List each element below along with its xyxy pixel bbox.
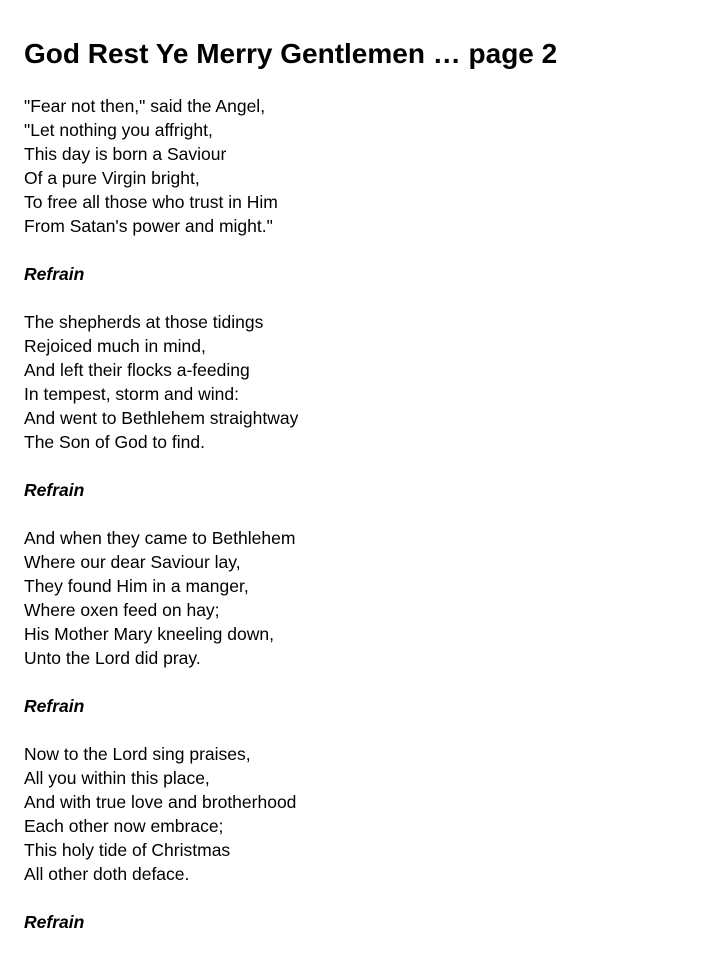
stanza-line: Unto the Lord did pray. <box>24 648 201 668</box>
stanza-line: Each other now embrace; <box>24 816 224 836</box>
refrain-label-4: Refrain <box>24 912 85 932</box>
stanza-line: And went to Bethlehem straightway <box>24 408 299 428</box>
stanza-line: Of a pure Virgin bright, <box>24 168 200 188</box>
stanza-line: His Mother Mary kneeling down, <box>24 624 274 644</box>
stanza-line: This holy tide of Christmas <box>24 840 231 860</box>
stanza-line: "Let nothing you affright, <box>24 120 213 140</box>
lyrics-page <box>24 36 704 958</box>
stanza-line: And left their flocks a-feeding <box>24 360 250 380</box>
stanza-line: "Fear not then," said the Angel, <box>24 96 266 116</box>
stanza-line: All you within this place, <box>24 768 210 788</box>
stanza-line: Where our dear Saviour lay, <box>24 552 241 572</box>
stanza-line: Where oxen feed on hay; <box>24 600 220 620</box>
stanza-line: From Satan's power and might." <box>24 216 273 236</box>
stanza-line: Rejoiced much in mind, <box>24 336 206 356</box>
stanza-line: They found Him in a manger, <box>24 576 249 596</box>
stanza-line: Now to the Lord sing praises, <box>24 744 251 764</box>
stanza-1 <box>24 94 704 238</box>
refrain-label-1: Refrain <box>24 264 85 284</box>
stanza-4 <box>24 742 704 886</box>
stanza-line: The shepherds at those tidings <box>24 312 264 332</box>
page-title: God Rest Ye Merry Gentlemen … page 2 <box>24 38 558 69</box>
stanza-line: To free all those who trust in Him <box>24 192 278 212</box>
stanza-line: All other doth deface. <box>24 864 190 884</box>
stanza-line: The Son of God to find. <box>24 432 205 452</box>
stanza-2 <box>24 310 704 454</box>
stanza-line: In tempest, storm and wind: <box>24 384 239 404</box>
stanza-line: This day is born a Saviour <box>24 144 227 164</box>
refrain-label-3: Refrain <box>24 696 85 716</box>
stanza-3 <box>24 526 704 670</box>
stanza-line: And with true love and brotherhood <box>24 792 297 812</box>
refrain-label-2: Refrain <box>24 480 85 500</box>
stanza-line: And when they came to Bethlehem <box>24 528 296 548</box>
